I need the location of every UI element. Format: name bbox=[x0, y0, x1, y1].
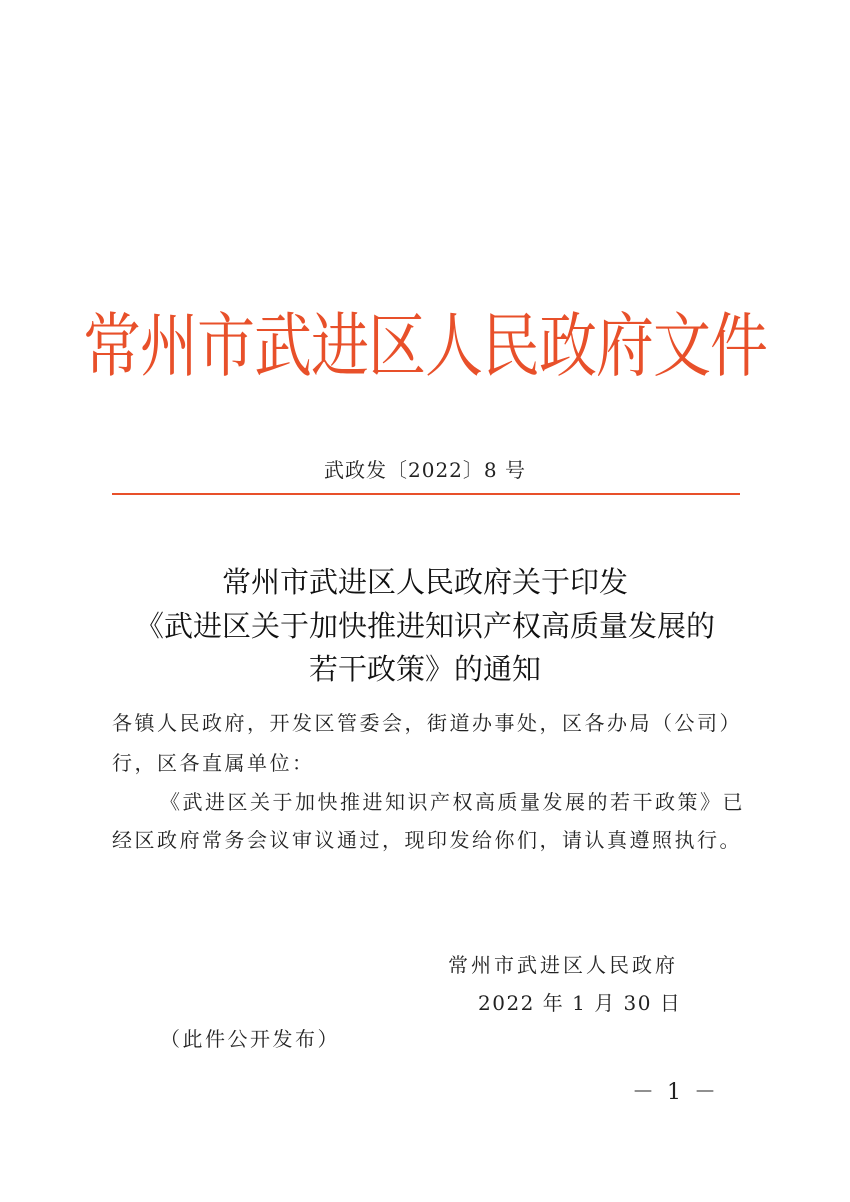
header-red-rule bbox=[112, 493, 740, 495]
body-paragraph-line-2: 经区政府常务会议审议通过，现印发给你们，请认真遵照执行。 bbox=[112, 828, 742, 852]
document-number: 武政发〔2022〕8 号 bbox=[324, 458, 526, 482]
recipients-line-2: 行，区各直属单位： bbox=[112, 751, 315, 775]
body-paragraph-line-1: 《武进区关于加快推进知识产权高质量发展的若干政策》已 bbox=[160, 790, 745, 814]
notice-title-line-3: 若干政策》的通知 bbox=[308, 652, 541, 686]
recipients-line-1: 各镇人民政府，开发区管委会，街道办事处，区各办局（公司） bbox=[112, 711, 742, 735]
document-header-title: 常州市武进区人民政府文件 bbox=[82, 305, 767, 387]
signature-issuer: 常州市武进区人民政府 bbox=[448, 953, 678, 977]
signature-date: 2022 年 1 月 30 日 bbox=[478, 991, 682, 1015]
public-release-note: （此件公开发布） bbox=[160, 1027, 340, 1051]
notice-title-line-2: 《武进区关于加快推进知识产权高质量发展的 bbox=[134, 609, 715, 643]
notice-title-line-1: 常州市武进区人民政府关于印发 bbox=[221, 565, 628, 599]
page-number: － 1 － bbox=[632, 1080, 719, 1105]
